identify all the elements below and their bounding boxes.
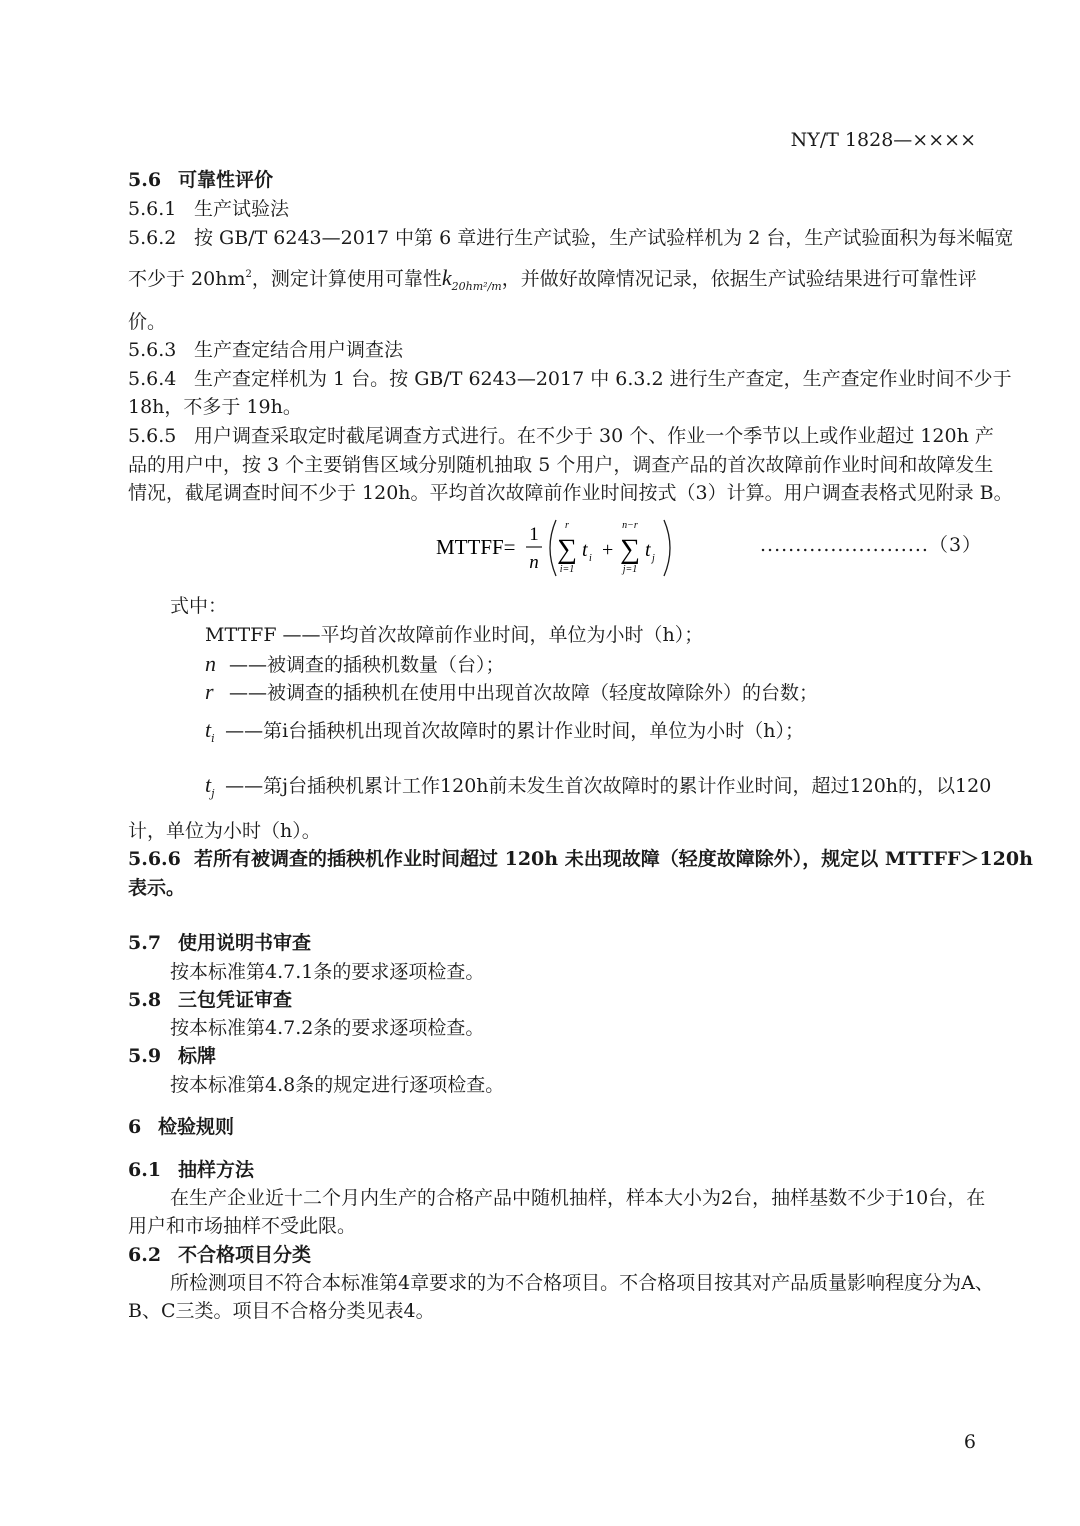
variable-t-sub: j [211, 787, 215, 800]
paragraph-text: ，并做好故障情况记录，依据生产试验结果进行可靠性评 [501, 268, 977, 290]
section-number: 5.6.2 [128, 227, 177, 249]
section-5-8-heading [128, 988, 292, 1012]
section-5-6-4-line2: 18h，不多于 19h。 [128, 396, 302, 418]
section-number: 6.1 [128, 1159, 162, 1181]
paragraph-text: 若所有被调查的插秧机作业时间超过 120h 未出现故障（轻度故障除外），规定以 MTTFF＞120h [194, 848, 1033, 870]
section-title: 使用说明书审查 [178, 932, 312, 954]
left-paren [550, 520, 556, 576]
section-5-7-body: 按本标准第4.7.1条的要求逐项检查。 [170, 961, 485, 983]
section-5-6-5-line1 [128, 424, 994, 448]
variable-t: t [205, 772, 212, 797]
variable-t-sub: i [211, 732, 215, 745]
section-number: 5.6.5 [128, 425, 177, 447]
section-5-6-5-line3: 情况，截尾调查时间不少于 120h。平均首次故障前作业时间按式（3）计算。用户调查表格式见附录 B。 [128, 482, 1013, 504]
right-paren [664, 520, 670, 576]
paragraph-text: 不少于 20hm [128, 268, 246, 290]
section-title: 可靠性评价 [178, 169, 274, 191]
section-5-6-2-line1 [128, 226, 1013, 250]
section-number: 5.9 [128, 1045, 162, 1067]
paragraph-text: 用户调查采取定时截尾调查方式进行。在不少于 30 个、作业一个季节以上或作业超过 120h 产 [194, 425, 994, 447]
reliability-subscript: 20hm²/m [451, 280, 502, 293]
section-5-8-body: 按本标准第4.7.2条的要求逐项检查。 [170, 1017, 485, 1039]
sum1-upper: r [565, 520, 569, 531]
section-number: 5.7 [128, 932, 162, 954]
section-6-1-line2: 用户和市场抽样不受此限。 [128, 1215, 357, 1237]
variable-r: r [205, 679, 214, 704]
section-number: 6.2 [128, 1244, 162, 1266]
section-5-6-5-line2: 品的用户中，按 3 个主要销售区域分别随机抽取 5 个用户，调查产品的首次故障前作业时间和故障发生 [128, 454, 994, 476]
definition-text: ——第j台插秧机累计工作120h前未发生首次故障时的累计作业时间，超过120h的，以120 [225, 775, 992, 797]
where-tj-continued: 计，单位为小时（h）。 [128, 820, 321, 842]
section-title: 不合格项目分类 [178, 1244, 312, 1266]
definition-text: ——被调查的插秧机在使用中出现首次故障（轻度故障除外）的台数； [229, 682, 819, 704]
sum1-term-sub: i [589, 553, 592, 564]
section-number: 5.8 [128, 989, 162, 1011]
chapter-title: 检验规则 [158, 1116, 235, 1138]
paragraph-text: 按 GB/T 6243—2017 中第 6 章进行生产试验，生产试验样机为 2 台，生产试验面积为每米幅宽 [194, 227, 1014, 249]
definition-text: ——被调查的插秧机数量（台）； [229, 654, 505, 676]
section-number: 5.6.6 [128, 848, 181, 870]
section-5-6-1-heading [128, 197, 289, 221]
reliability-variable: k [441, 265, 452, 290]
section-5-6-4-line1 [128, 367, 1012, 391]
paragraph-text: ，测定计算使用可靠性 [251, 268, 442, 290]
sum1-symbol: ∑ [557, 534, 577, 565]
section-5-9-heading [128, 1044, 216, 1068]
section-title: 生产试验法 [194, 198, 290, 220]
standard-number-header: NY/T 1828—×××× [790, 129, 976, 151]
section-title: 三包凭证审查 [178, 989, 293, 1011]
section-6-2-heading [128, 1243, 311, 1267]
where-n [205, 652, 505, 677]
sum2-upper: n−r [622, 520, 638, 531]
formula-fraction-denominator: n [529, 552, 539, 573]
section-number: 5.6 [128, 169, 162, 191]
section-6-2-line2: B、C三类。项目不合格分类见表4。 [128, 1300, 435, 1322]
superscript: 2 [245, 269, 252, 280]
where-label: 式中： [170, 595, 228, 617]
where-tj [205, 773, 991, 801]
section-5-6-2-line2 [128, 266, 977, 295]
definition-text: ——第i台插秧机出现首次故障时的累计作业时间，单位为小时（h）； [225, 720, 804, 742]
section-5-6-6-line2: 表示。 [128, 877, 186, 899]
sum2-term: t [645, 539, 651, 561]
section-5-6-2-line3: 价。 [128, 311, 167, 333]
where-mttff: MTTFF ——平均首次故障前作业时间，单位为小时（h）； [205, 624, 704, 646]
sum2-term-sub: j [652, 553, 655, 564]
section-5-9-body: 按本标准第4.8条的规定进行逐项检查。 [170, 1074, 505, 1096]
section-number: 5.6.1 [128, 198, 177, 220]
page-number: 6 [963, 1431, 976, 1453]
section-6-1-heading [128, 1158, 254, 1182]
section-5-6-3-heading [128, 338, 403, 362]
formula-fraction-numerator: 1 [529, 524, 539, 545]
chapter-6-heading [128, 1115, 234, 1139]
plus-sign: + [602, 539, 614, 561]
sum2-symbol: ∑ [620, 534, 640, 565]
section-5-7-heading [128, 931, 311, 955]
where-r [205, 680, 818, 705]
paragraph-text: 生产查定样机为 1 台。按 GB/T 6243—2017 中 6.3.2 进行生产查定，生产查定作业时间不少于 [194, 368, 1012, 390]
section-title: 标牌 [178, 1045, 217, 1067]
sum1-term: t [582, 539, 588, 561]
section-number: 5.6.4 [128, 368, 177, 390]
section-title: 抽样方法 [178, 1159, 255, 1181]
mttff-formula [430, 518, 690, 582]
section-6-2-line1: 所检测项目不符合本标准第4章要求的为不合格项目。不合格项目按其对产品质量影响程度分为A、 [170, 1272, 994, 1294]
variable-n: n [205, 651, 216, 676]
sum2-lower: j=1 [622, 564, 638, 575]
formula-lhs: MTTFF= [436, 535, 516, 559]
section-6-1-line1: 在生产企业近十二个月内生产的合格产品中随机抽样，样本大小为2台，抽样基数不少于10台，在 [170, 1187, 986, 1209]
where-ti [205, 718, 804, 746]
leader-dots: ........................ [760, 534, 929, 556]
section-title: 生产查定结合用户调查法 [194, 339, 404, 361]
formula-leader-dots [760, 533, 982, 557]
chapter-number: 6 [128, 1116, 142, 1138]
equation-number: （3） [928, 534, 983, 556]
section-5-6-heading [128, 168, 273, 192]
variable-t: t [205, 717, 212, 742]
sum1-lower: i=1 [559, 564, 575, 575]
section-number: 5.6.3 [128, 339, 177, 361]
section-5-6-6-line1 [128, 847, 1033, 871]
